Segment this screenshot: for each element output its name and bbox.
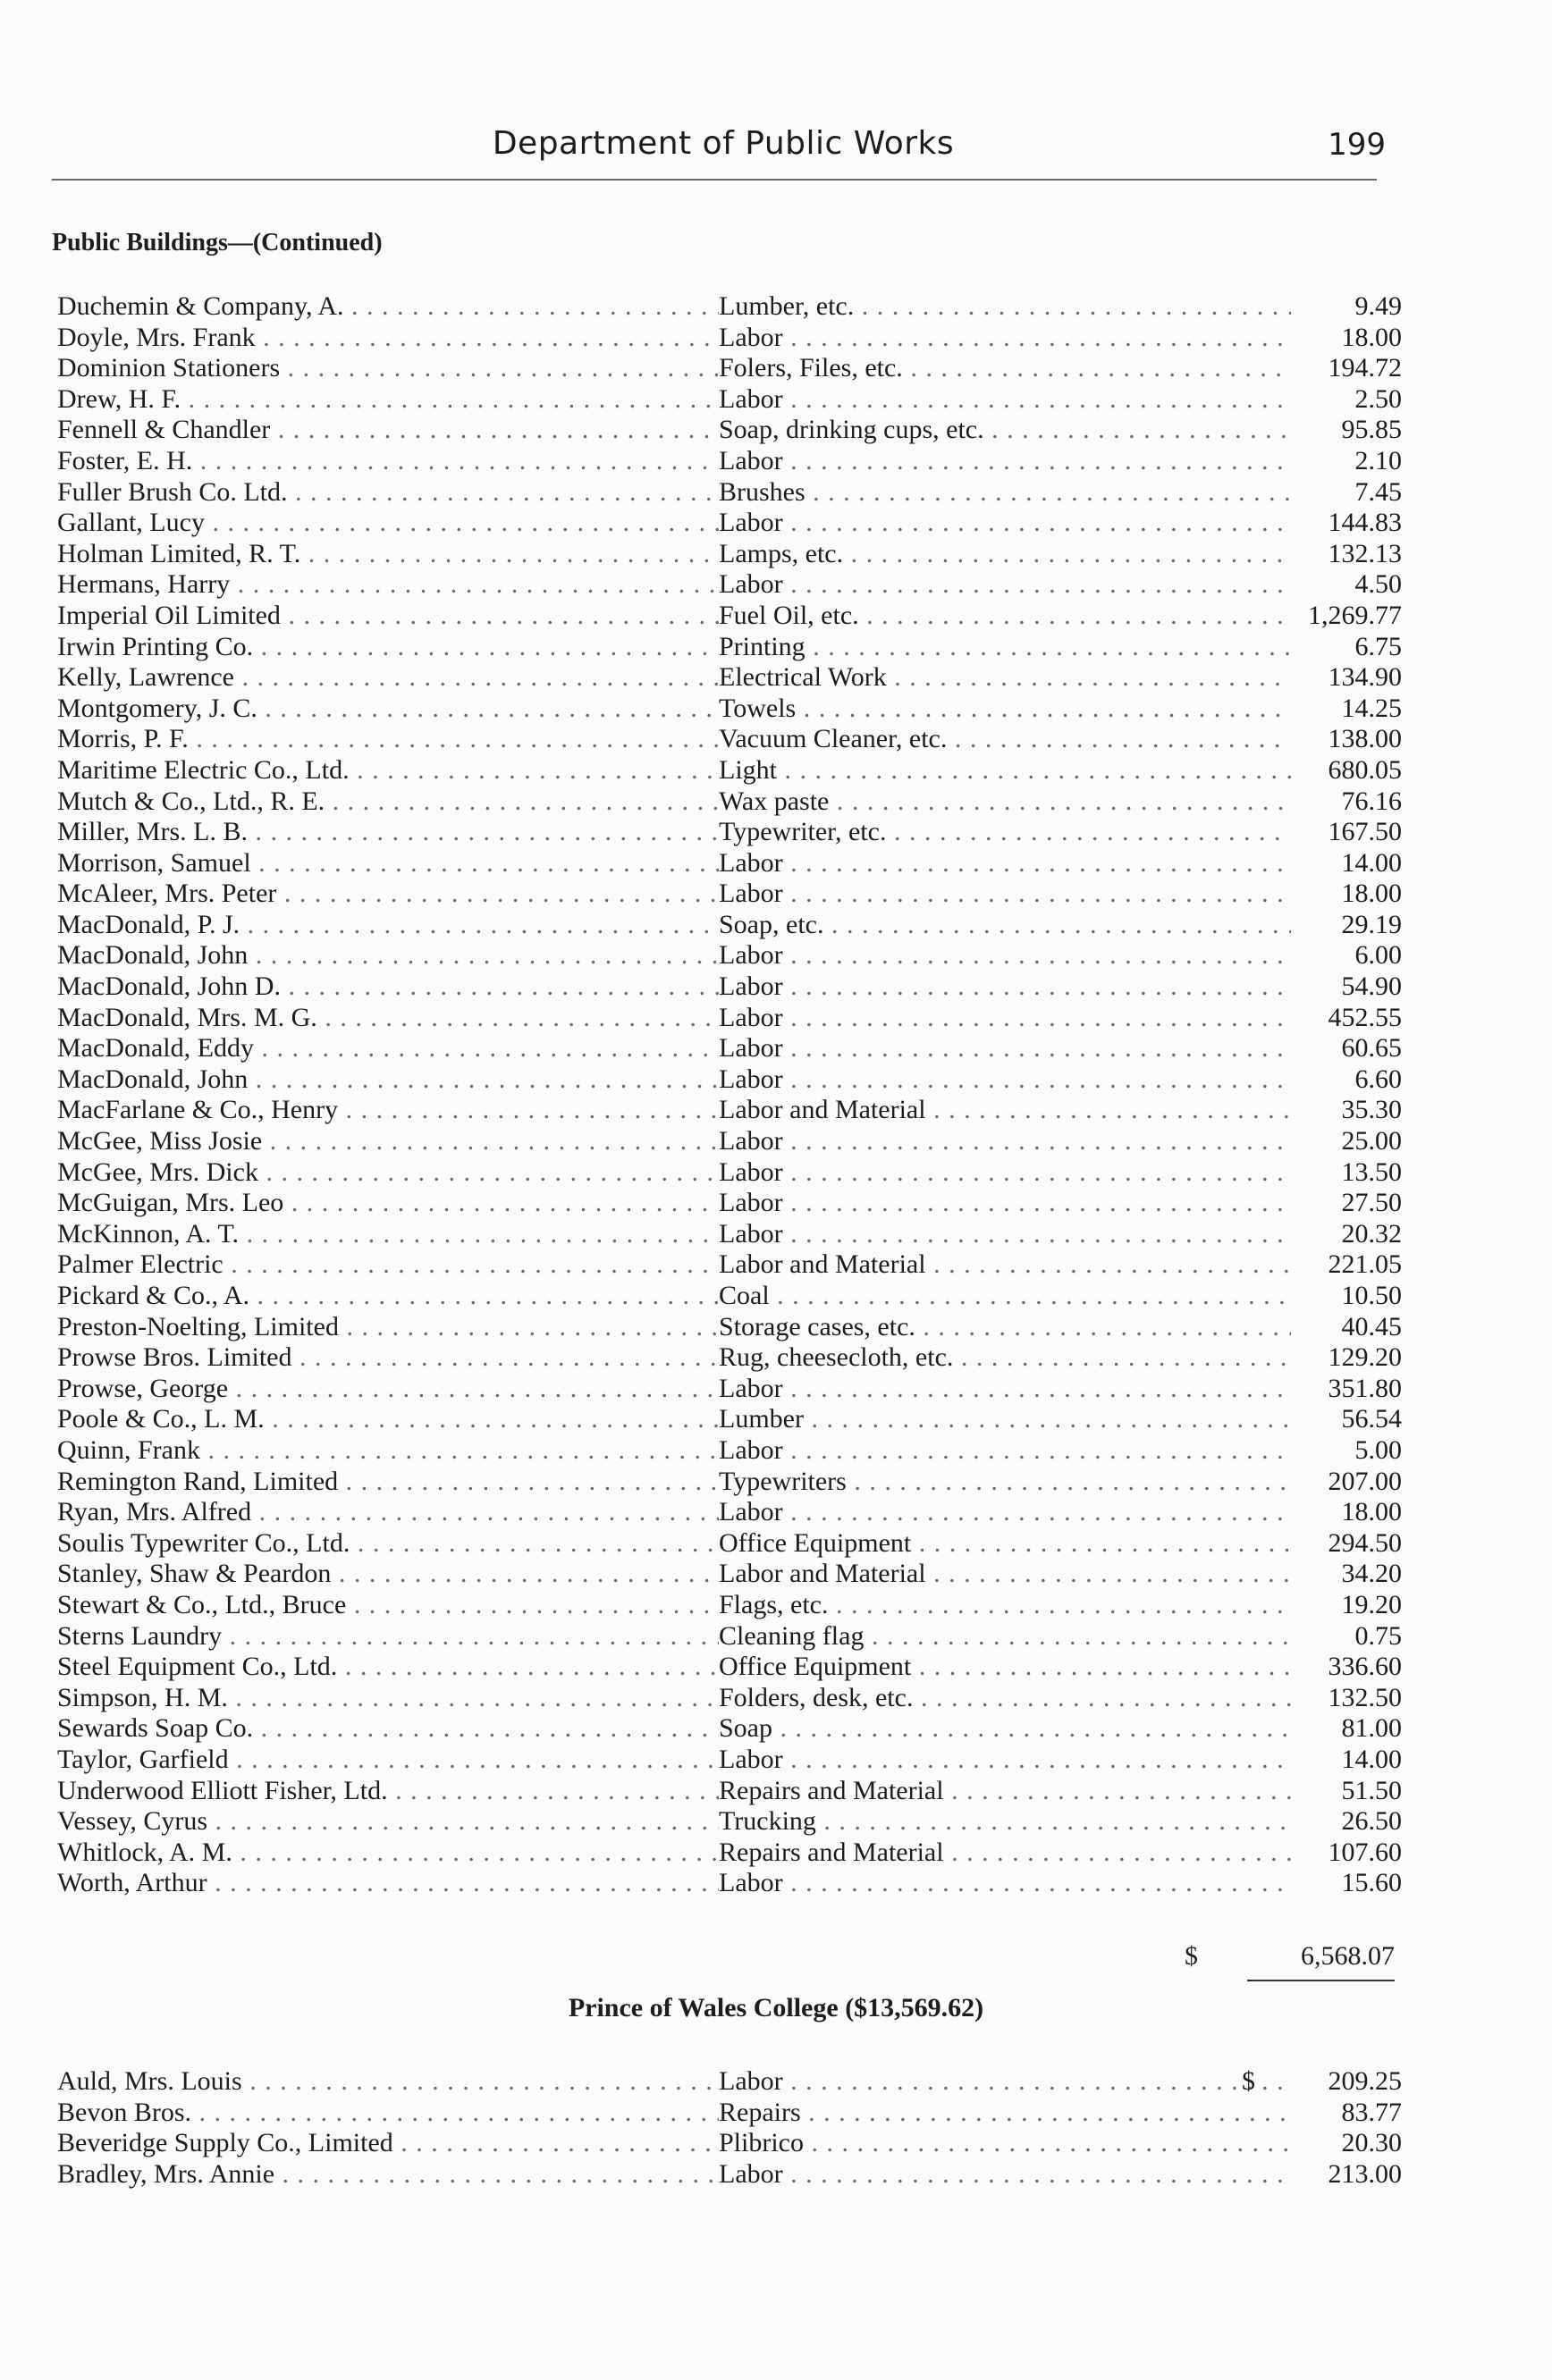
- amount: 56.54: [1341, 1404, 1402, 1434]
- item-description: Office Equipment . . .: [719, 1652, 1291, 1682]
- ledger-row: [57, 1837, 1402, 1869]
- amount: 34.20: [1341, 1559, 1402, 1589]
- item-description: Labor . . .: [719, 446, 1291, 476]
- amount: 194.72: [1328, 353, 1402, 383]
- item-description: Lumber . . .: [719, 1404, 1291, 1434]
- payee-name: Worth, Arthur . . .: [57, 1868, 719, 1898]
- item-description: Cleaning flag . . .: [719, 1621, 1291, 1652]
- payee-name: Drew, H. F. . . .: [57, 384, 719, 415]
- item-description: Soap, drinking cups, etc. . . .: [719, 415, 1291, 445]
- item-description: Labor . . .: [719, 1157, 1291, 1188]
- payee-name: Foster, E. H. . . .: [57, 446, 719, 476]
- amount: 0.75: [1354, 1620, 1402, 1651]
- item-description: Soap, etc. . . .: [719, 910, 1291, 940]
- amount: 35.30: [1341, 1095, 1402, 1125]
- total-value: 6,568.07: [1301, 1941, 1395, 1971]
- payee-name: Preston-Noelting, Limited . . .: [57, 1312, 719, 1342]
- amount: 19.20: [1341, 1589, 1402, 1619]
- section-heading-public-buildings: Public Buildings—(Continued): [52, 229, 383, 257]
- ledger-row: [57, 786, 1402, 818]
- amount: 2.50: [1354, 383, 1402, 414]
- ledger-row: [57, 1095, 1402, 1126]
- payee-name: Sterns Laundry . . .: [57, 1621, 719, 1652]
- amount: 18.00: [1341, 1497, 1402, 1527]
- ledger-row: [57, 1064, 1402, 1096]
- item-description: Rug, cheesecloth, etc. . . .: [719, 1342, 1291, 1373]
- amount: 7.45: [1354, 476, 1402, 507]
- ledger-row: [57, 1033, 1402, 1064]
- public-buildings-ledger: [57, 291, 1402, 1899]
- item-description: Brushes . . .: [719, 477, 1291, 508]
- ledger-row: [57, 353, 1402, 384]
- payee-name: Fennell & Chandler . . .: [57, 415, 719, 445]
- amount: 83.77: [1341, 2097, 1402, 2127]
- amount: 81.00: [1341, 1713, 1402, 1744]
- ledger-row: [57, 415, 1402, 446]
- payee-name: Mutch & Co., Ltd., R. E. . . .: [57, 786, 719, 817]
- amount: 6.60: [1354, 1064, 1402, 1094]
- payee-name: Simpson, H. M. . . .: [57, 1683, 719, 1713]
- item-description: Storage cases, etc. . . .: [719, 1312, 1291, 1342]
- ledger-row: [57, 662, 1402, 694]
- ledger-row: [57, 1497, 1402, 1528]
- amount: 95.85: [1341, 415, 1402, 445]
- amount: 680.05: [1328, 754, 1402, 785]
- payee-name: MacDonald, John . . .: [57, 940, 719, 971]
- header-rule: [52, 179, 1377, 181]
- amount: 26.50: [1341, 1806, 1402, 1837]
- payee-name: Irwin Printing Co. . . .: [57, 632, 719, 662]
- amount: 20.32: [1341, 1218, 1402, 1249]
- ledger-row: [57, 1466, 1402, 1498]
- item-description: Repairs and Material . . .: [719, 1776, 1291, 1806]
- ledger-row: [57, 754, 1402, 786]
- amount: 129.20: [1328, 1342, 1402, 1373]
- payee-name: Remington Rand, Limited . . .: [57, 1467, 719, 1497]
- payee-name: Vessey, Cyrus . . .: [57, 1806, 719, 1837]
- payee-name: MacDonald, Mrs. M. G. . . .: [57, 1003, 719, 1033]
- item-description: Vacuum Cleaner, etc. . . .: [719, 724, 1291, 754]
- ledger-row: [57, 1249, 1402, 1281]
- section-heading-prince-of-wales: Prince of Wales College ($13,569.62): [568, 1993, 984, 2023]
- payee-name: Bradley, Mrs. Annie . . .: [57, 2159, 719, 2190]
- payee-name: Maritime Electric Co., Ltd. . . .: [57, 755, 719, 786]
- ledger-row: [57, 724, 1402, 755]
- payee-name: Taylor, Garfield . . .: [57, 1745, 719, 1775]
- amount: 6.00: [1354, 940, 1402, 971]
- amount: 40.45: [1341, 1311, 1402, 1341]
- payee-name: Prowse, George . . .: [57, 1374, 719, 1404]
- item-description: Labor . . .: [719, 1033, 1291, 1064]
- item-description: Trucking . . .: [719, 1806, 1291, 1837]
- ledger-row: [57, 1620, 1402, 1653]
- payee-name: Duchemin & Company, A. . . .: [57, 291, 719, 322]
- ledger-row: [57, 1434, 1402, 1467]
- ledger-row: [57, 2128, 1402, 2159]
- amount: 213.00: [1328, 2158, 1402, 2189]
- amount: 15.60: [1341, 1868, 1402, 1898]
- item-description: Labor . . .: [719, 848, 1291, 879]
- item-description: Labor . . .: [719, 940, 1291, 971]
- ledger-row: [57, 2097, 1402, 2129]
- amount: 134.90: [1328, 662, 1402, 693]
- amount: 6.75: [1354, 631, 1402, 661]
- item-description: Lumber, etc. . . .: [719, 291, 1291, 322]
- ledger-row: [57, 2066, 1402, 2098]
- page-number: 199: [1328, 127, 1386, 163]
- item-description: Labor . . .: [719, 1003, 1291, 1033]
- item-description: Electrical Work . . .: [719, 662, 1291, 693]
- payee-name: Auld, Mrs. Louis . . .: [57, 2066, 719, 2097]
- item-description: Soap . . .: [719, 1713, 1291, 1744]
- ledger-row: [57, 1188, 1402, 1219]
- amount: 294.50: [1328, 1527, 1402, 1558]
- amount: 221.05: [1328, 1249, 1402, 1280]
- ledger-row: [57, 847, 1402, 879]
- payee-name: Stewart & Co., Ltd., Bruce . . .: [57, 1590, 719, 1620]
- payee-name: McKinnon, A. T. . . .: [57, 1219, 719, 1249]
- item-description: Repairs . . .: [719, 2098, 1291, 2128]
- page-header: [54, 125, 1393, 179]
- item-description: Typewriters . . .: [719, 1467, 1291, 1497]
- amount: 2.10: [1354, 445, 1402, 475]
- item-description: Labor . . .: [719, 1064, 1291, 1095]
- item-description: Printing . . .: [719, 632, 1291, 662]
- ledger-row: [57, 1373, 1402, 1405]
- payee-name: Fuller Brush Co. Ltd. . . .: [57, 477, 719, 508]
- amount: 336.60: [1328, 1652, 1402, 1682]
- item-description: Wax paste . . .: [719, 786, 1291, 817]
- payee-name: Miller, Mrs. L. B. . . .: [57, 817, 719, 847]
- payee-name: McAleer, Mrs. Peter . . .: [57, 879, 719, 909]
- amount: 107.60: [1328, 1837, 1402, 1867]
- ledger-row: [57, 1002, 1402, 1034]
- item-description: Lamps, etc. . . .: [719, 539, 1291, 569]
- payee-name: Ryan, Mrs. Alfred . . .: [57, 1497, 719, 1527]
- amount: 9.49: [1354, 291, 1402, 321]
- ledger-row: [57, 909, 1402, 941]
- amount: 207.00: [1328, 1466, 1402, 1496]
- amount: 10.50: [1341, 1281, 1402, 1310]
- item-description: Flags, etc. . . .: [719, 1590, 1291, 1620]
- ledger-row: [57, 383, 1402, 416]
- item-description: Labor and Material . . .: [719, 1249, 1291, 1280]
- amount: 132.13: [1328, 538, 1402, 568]
- item-description: Labor . . .: [719, 971, 1291, 1002]
- currency-symbol: $: [1242, 2066, 1255, 2096]
- payee-name: Poole & Co., L. M. . . .: [57, 1404, 719, 1434]
- ledger-row: [57, 1527, 1402, 1560]
- amount: 20.30: [1341, 2128, 1402, 2158]
- item-description: Plibrico . . .: [719, 2128, 1291, 2158]
- total-rule: [1247, 1980, 1395, 1981]
- item-description: Fuel Oil, etc. . . .: [719, 601, 1291, 631]
- payee-name: MacDonald, John . . .: [57, 1064, 719, 1095]
- amount: 14.00: [1341, 847, 1402, 878]
- item-description: Labor . . .: [719, 2066, 1291, 2097]
- ledger-row: [57, 1806, 1402, 1838]
- ledger-row: [57, 940, 1402, 971]
- ledger-row: [57, 693, 1402, 725]
- amount: 27.50: [1341, 1188, 1402, 1218]
- payee-name: Dominion Stationers . . .: [57, 353, 719, 383]
- ledger-row: [57, 1281, 1402, 1312]
- item-description: Labor . . .: [719, 1374, 1291, 1404]
- payee-name: Beveridge Supply Co., Limited . . .: [57, 2128, 719, 2158]
- item-description: Labor . . .: [719, 2159, 1291, 2190]
- item-description: Labor . . .: [719, 1435, 1291, 1466]
- ledger-row: [57, 1404, 1402, 1435]
- amount: 132.50: [1328, 1682, 1402, 1712]
- payee-name: MacFarlane & Co., Henry . . .: [57, 1095, 719, 1125]
- ledger-row: [57, 291, 1402, 323]
- item-description: Labor . . .: [719, 1497, 1291, 1527]
- ledger-row: [57, 2158, 1402, 2191]
- payee-name: Quinn, Frank . . .: [57, 1435, 719, 1466]
- amount: 18.00: [1341, 322, 1402, 352]
- item-description: Repairs and Material . . .: [719, 1838, 1291, 1868]
- payee-name: McGee, Mrs. Dick . . .: [57, 1157, 719, 1188]
- item-description: Labor . . .: [719, 323, 1291, 353]
- ledger-row: [57, 879, 1402, 910]
- payee-name: Sewards Soap Co. . . .: [57, 1713, 719, 1744]
- ledger-row: [57, 322, 1402, 354]
- amount: 13.50: [1341, 1156, 1402, 1187]
- item-description: Folders, desk, etc. . . .: [719, 1683, 1291, 1713]
- item-description: Labor . . .: [719, 879, 1291, 909]
- payee-name: Doyle, Mrs. Frank . . .: [57, 323, 719, 353]
- payee-name: MacDonald, John D. . . .: [57, 971, 719, 1002]
- ledger-row: [57, 1156, 1402, 1189]
- payee-name: MacDonald, Eddy . . .: [57, 1033, 719, 1064]
- payee-name: Morrison, Samuel . . .: [57, 848, 719, 879]
- item-description: Light . . .: [719, 755, 1291, 786]
- item-description: Folers, Files, etc. . . .: [719, 353, 1291, 383]
- amount: 452.55: [1328, 1002, 1402, 1032]
- item-description: Labor . . .: [719, 1126, 1291, 1156]
- ledger-row: [57, 508, 1402, 539]
- ledger-row: [57, 445, 1402, 477]
- ledger-row: [57, 538, 1402, 570]
- item-description: Towels . . .: [719, 694, 1291, 724]
- ledger-row: [57, 600, 1402, 632]
- ledger-row: [57, 1775, 1402, 1807]
- payee-name: Morris, P. F. . . .: [57, 724, 719, 754]
- amount: 167.50: [1328, 817, 1402, 847]
- item-description: Labor and Material . . .: [719, 1559, 1291, 1589]
- payee-name: Imperial Oil Limited . . .: [57, 601, 719, 631]
- item-description: Typewriter, etc. . . .: [719, 817, 1291, 847]
- ledger-row: [57, 569, 1402, 601]
- amount: 25.00: [1341, 1126, 1402, 1156]
- amount: 138.00: [1328, 724, 1402, 754]
- prince-of-wales-ledger: [57, 2066, 1402, 2190]
- payee-name: Whitlock, A. M. . . .: [57, 1838, 719, 1868]
- payee-name: Montgomery, J. C. . . .: [57, 694, 719, 724]
- payee-name: Bevon Bros. . . .: [57, 2098, 719, 2128]
- amount: 76.16: [1341, 786, 1402, 816]
- amount: 4.50: [1354, 569, 1402, 600]
- ledger-row: [57, 1589, 1402, 1621]
- payee-name: Stanley, Shaw & Peardon . . .: [57, 1559, 719, 1589]
- item-description: Office Equipment . . .: [719, 1528, 1291, 1559]
- ledger-row: [57, 1652, 1402, 1683]
- ledger-row: [57, 1559, 1402, 1590]
- payee-name: Palmer Electric . . .: [57, 1249, 719, 1280]
- amount: 209.25: [1328, 2066, 1402, 2096]
- payee-name: Underwood Elliott Fisher, Ltd. . . .: [57, 1776, 719, 1806]
- payee-name: Prowse Bros. Limited . . .: [57, 1342, 719, 1373]
- ledger-row: [57, 1713, 1402, 1745]
- payee-name: McGuigan, Mrs. Leo . . .: [57, 1188, 719, 1218]
- payee-name: Holman Limited, R. T. . . .: [57, 539, 719, 569]
- amount: 54.90: [1341, 971, 1402, 1002]
- ledger-row: [57, 1311, 1402, 1343]
- item-description: Labor . . .: [719, 384, 1291, 415]
- ledger-row: [57, 1218, 1402, 1250]
- amount: 5.00: [1354, 1434, 1402, 1465]
- amount: 144.83: [1328, 508, 1402, 538]
- ledger-row: [57, 1682, 1402, 1714]
- amount: 18.00: [1341, 879, 1402, 909]
- amount: 29.19: [1341, 909, 1402, 939]
- ledger-row: [57, 1868, 1402, 1899]
- payee-name: Gallant, Lucy . . .: [57, 508, 719, 538]
- ledger-row: [57, 1744, 1402, 1776]
- item-description: Coal . . .: [719, 1281, 1291, 1311]
- amount: 14.00: [1341, 1744, 1402, 1774]
- item-description: Labor . . .: [719, 1188, 1291, 1218]
- payee-name: Kelly, Lawrence . . .: [57, 662, 719, 693]
- item-description: Labor . . .: [719, 569, 1291, 600]
- payee-name: Pickard & Co., A. . . .: [57, 1281, 719, 1311]
- payee-name: Hermans, Harry . . .: [57, 569, 719, 600]
- amount: 351.80: [1328, 1373, 1402, 1403]
- amount: 14.25: [1341, 693, 1402, 723]
- amount: 60.65: [1341, 1033, 1402, 1064]
- ledger-row: [57, 971, 1402, 1003]
- ledger-row: [57, 631, 1402, 663]
- payee-name: McGee, Miss Josie . . .: [57, 1126, 719, 1156]
- ledger-row: [57, 1126, 1402, 1157]
- amount: 1,269.77: [1308, 600, 1402, 630]
- ledger-row: [57, 1342, 1402, 1374]
- payee-name: MacDonald, P. J. . . .: [57, 910, 719, 940]
- payee-name: Soulis Typewriter Co., Ltd. . . .: [57, 1528, 719, 1559]
- ledger-row: [57, 817, 1402, 848]
- item-description: Labor . . .: [719, 508, 1291, 538]
- item-description: Labor . . .: [719, 1219, 1291, 1249]
- total-currency: $: [1185, 1941, 1198, 1971]
- page-title: Department of Public Works: [492, 125, 955, 162]
- item-description: Labor . . .: [719, 1868, 1291, 1898]
- item-description: Labor . . .: [719, 1745, 1291, 1775]
- ledger-row: [57, 476, 1402, 509]
- payee-name: Steel Equipment Co., Ltd. . . .: [57, 1652, 719, 1682]
- amount: 51.50: [1341, 1775, 1402, 1805]
- item-description: Labor and Material . . .: [719, 1095, 1291, 1125]
